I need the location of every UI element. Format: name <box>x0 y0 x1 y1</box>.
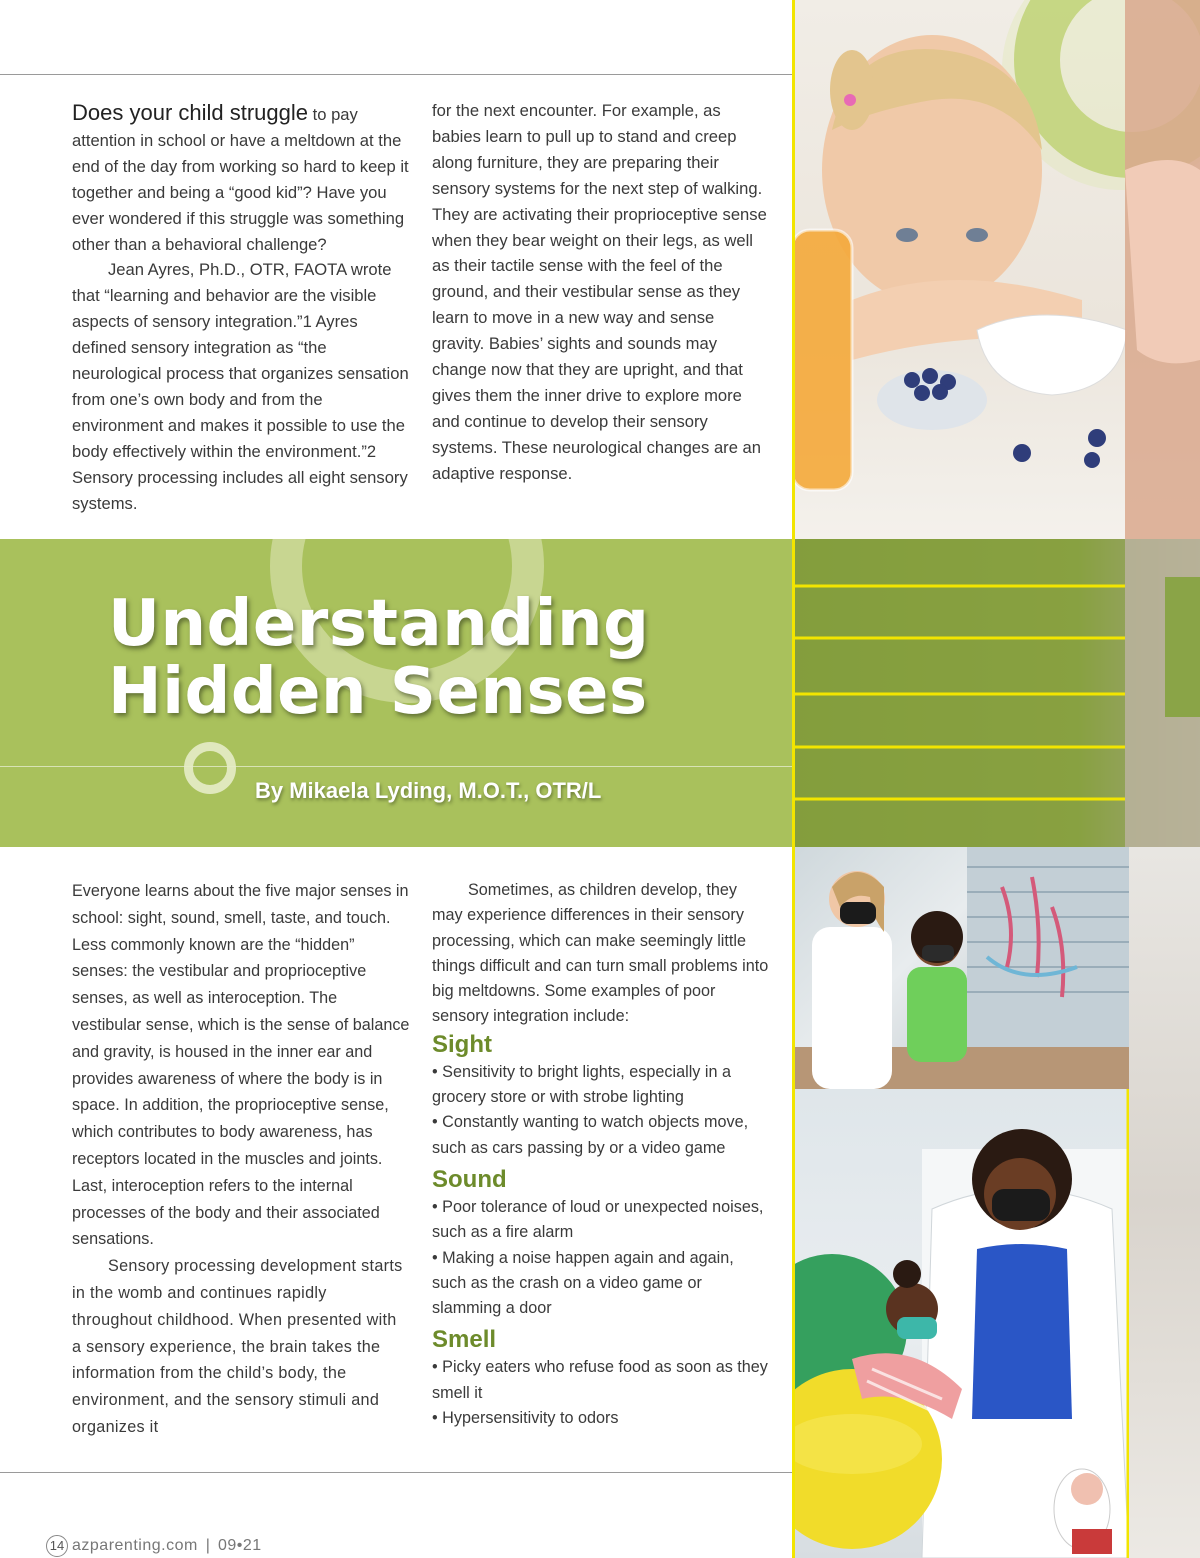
child-breakfast-photo <box>792 0 1200 539</box>
intro-col2-paragraph: for the next encounter. For example, as babies learn to pull up to stand and creep along furniture, they are preparing their sensory systems for the next step of walking. They are activating their proprioceptive sense when they bear weight on their legs, as well as their tactile sense with the feel of the ground, and their vestibular sense as they learn to move in a new way and sense gravity. Babies’ sights and sounds may change now that they are upright, and that gives them the inner drive to explore more and continue to develop their sensory systems. These neurological changes are an adaptive response. <box>432 101 767 483</box>
smell-bullet-2: • Hypersensitivity to odors <box>432 1409 619 1428</box>
body-col2-paragraph: Sometimes, as children develop, they may experience differences in their sensory processing, which can make seemingly little things difficult and can turn small problems into big meltdowns. Some examples of poor sensory integration include: <box>432 881 769 1026</box>
page-footer <box>46 1535 262 1557</box>
body-column-2 <box>432 878 772 1431</box>
intro-paragraph-2: Jean Ayres, Ph.D., OTR, FAOTA wrote that “learning and behavior are the visible aspects of sensory integration.”1 Ayres defined sensory integration as “the neurological process that organizes sensation from one’s own body and from the environment and makes it possible to use the body effectively within the environment.”2 Sensory processing includes all eight sensory systems. <box>72 260 409 513</box>
article-title <box>108 587 650 729</box>
intro-paragraph-1 <box>72 100 410 257</box>
window-painting-photo <box>792 847 1129 1089</box>
section-heading-sight: Sight <box>432 1030 492 1058</box>
sound-bullet-2: • Making a noise happen again and again, such as the crash on a video game or slamming a door <box>432 1248 734 1318</box>
intro-column-2 <box>432 98 767 487</box>
sound-bullet-1: • Poor tolerance of loud or unexpected noises, such as a fire alarm <box>432 1197 764 1242</box>
title-line-1: Understanding <box>108 587 650 661</box>
yellow-stripes <box>792 539 1200 847</box>
yellow-vertical-line <box>792 0 795 1558</box>
green-striped-panel <box>792 539 1200 847</box>
smell-bullet-1: • Picky eaters who refuse food as soon as they smell it <box>432 1358 768 1402</box>
therapy-ball-photo <box>792 1089 1129 1558</box>
intro-paragraph-1-text: to pay attention in school or have a meltdown at the end of the day from working so hard to keep it together and being a “good kid”? Have you ever wondered if this struggle was something other than a behavioral challenge? <box>72 105 409 254</box>
body-paragraph-2: Sensory processing development starts in the womb and continues rapidly throughout childhood. When presented with a sensory experience, the brain takes the information from the child’s body, the environment, and the sensory stimuli and organizes it <box>72 1257 403 1436</box>
sight-bullet-1: • Sensitivity to bright lights, especially in a grocery store or with strobe lighting <box>432 1062 731 1107</box>
footer-separator: | <box>205 1537 210 1554</box>
right-edge-photo-strip <box>1129 847 1200 1558</box>
child-breakfast-illustration <box>792 0 1200 539</box>
body-paragraph-1: Everyone learns about the five major senses in school: sight, sound, smell, taste, and touch. Less commonly known are the “hidden” senses: the vestibular and proprioceptive senses, as well as interoception. The vestibular sense, which is the sense of balance and gravity, is housed in the inner ear and provides awareness of where the body is in space. In addition, the proprioceptive sense, which contributes to body awareness, has receptors located in the muscles and joints. Last, interoception refers to the internal processes of the body and their associated sensations. <box>72 882 410 1249</box>
body-column-1 <box>72 878 410 1441</box>
window-painting-illustration <box>792 847 1129 1089</box>
band-rule <box>0 766 792 767</box>
byline: By Mikaela Lyding, M.O.T., OTR/L <box>255 778 602 803</box>
footer-site: azparenting.com <box>72 1537 198 1554</box>
bottom-rule <box>0 1472 792 1473</box>
section-heading-smell: Smell <box>432 1326 497 1354</box>
therapy-ball-illustration <box>792 1089 1129 1558</box>
decorative-small-ring <box>184 742 236 794</box>
top-rule <box>0 74 792 75</box>
lead-phrase: Does your child struggle <box>72 100 309 125</box>
sight-bullet-2: • Constantly wanting to watch objects move, such as cars passing by or a video game <box>432 1113 749 1157</box>
page-number: 14 <box>46 1535 68 1557</box>
intro-column-1 <box>72 100 410 517</box>
footer-issue: 09•21 <box>217 1537 262 1554</box>
section-heading-sound: Sound <box>432 1165 507 1193</box>
title-line-2: Hidden Senses <box>108 655 648 729</box>
